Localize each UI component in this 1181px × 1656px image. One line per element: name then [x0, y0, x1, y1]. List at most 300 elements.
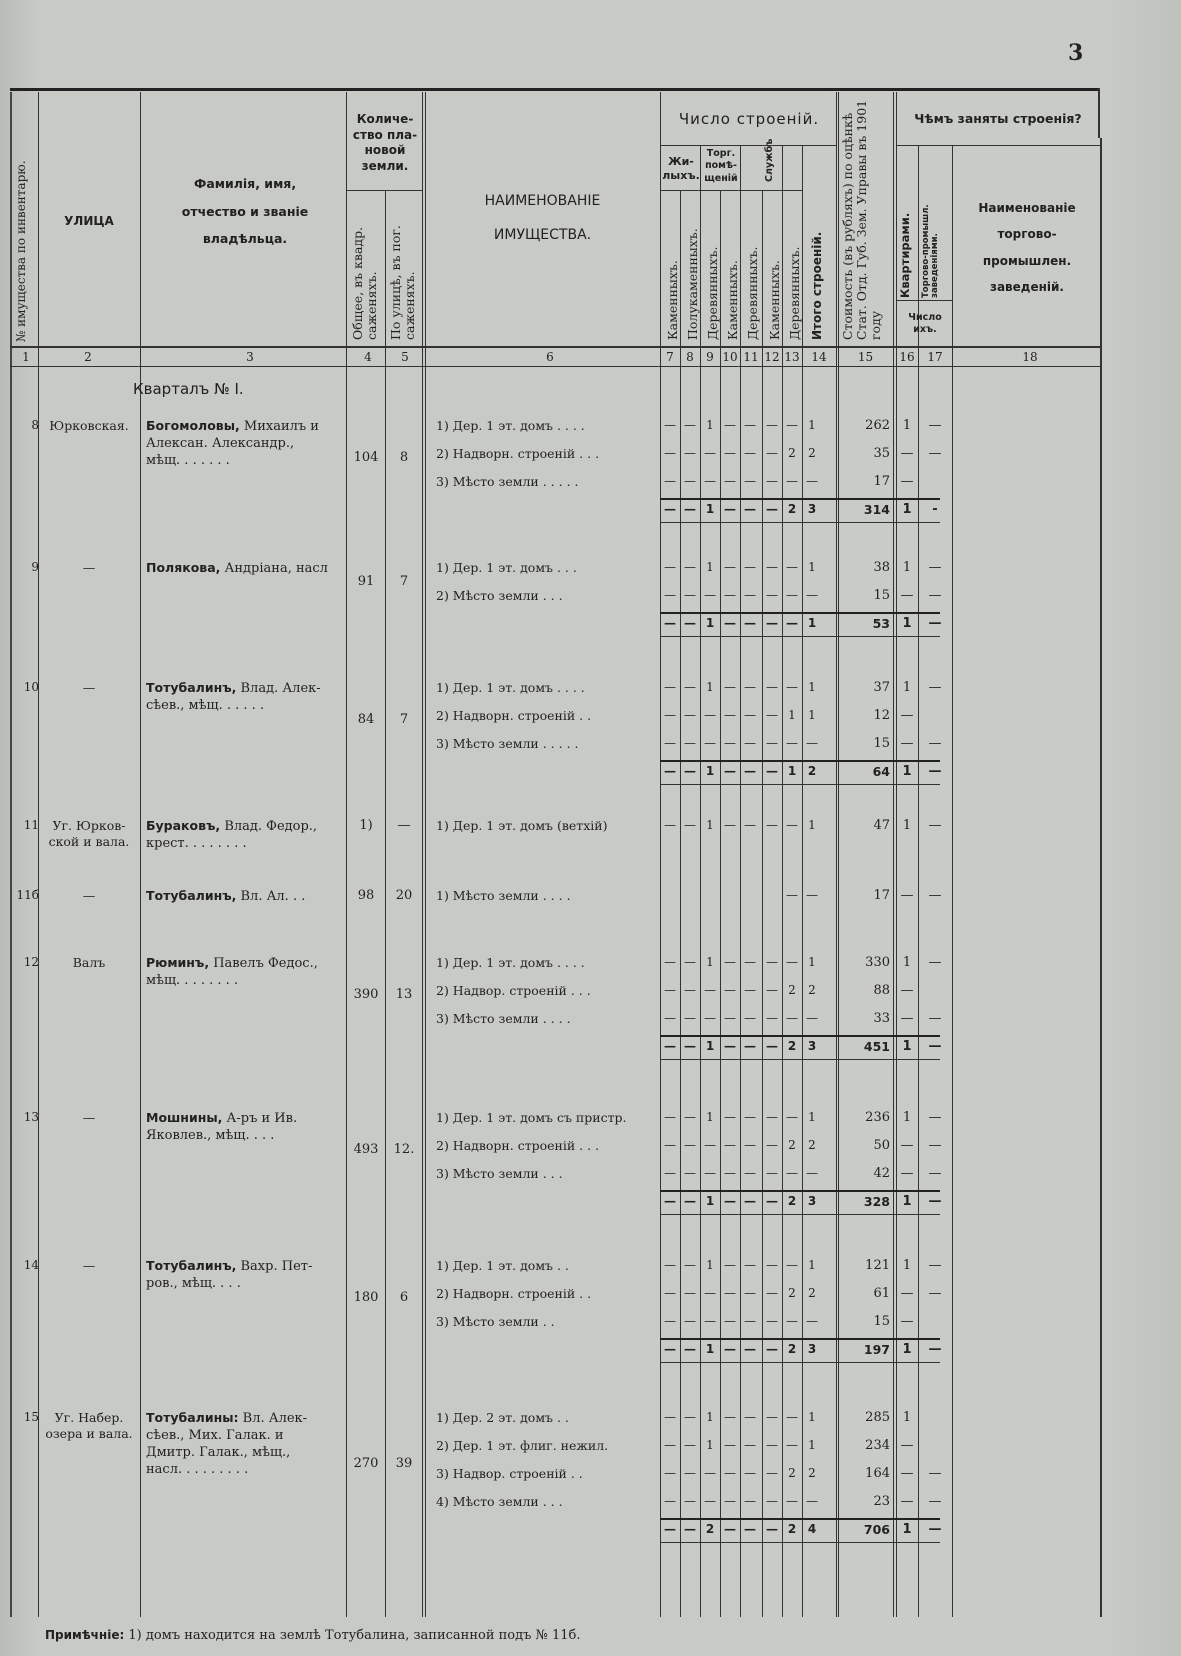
property-value: 15: [873, 1314, 890, 1329]
header-land: Количе-ство пла-новой земли.: [352, 112, 418, 173]
total-rule: [660, 1518, 940, 1520]
building-count: 1: [808, 818, 816, 832]
building-count: —: [724, 708, 736, 722]
building-count: —: [684, 560, 696, 574]
total-building-count: 1: [705, 1194, 715, 1208]
header-owner: Фамилія, имя, отчество и званіе владѣльца.: [181, 176, 309, 246]
apartments-count: —: [900, 1494, 914, 1509]
building-count: —: [724, 1466, 736, 1480]
total-building-count: —: [766, 1522, 778, 1536]
building-count: —: [744, 474, 756, 488]
column-number: 17: [927, 350, 943, 364]
property-value: 37: [873, 680, 890, 695]
property-item: 1) Дер. 1 эт. домъ . . . .: [436, 680, 585, 695]
building-count: —: [744, 955, 756, 969]
inventory-number: 10: [23, 680, 39, 694]
building-count: —: [744, 1410, 756, 1424]
header-residential: Жи-лыхъ.: [662, 155, 700, 183]
building-count: —: [664, 1466, 676, 1480]
building-count: —: [766, 474, 778, 488]
total-building-count: 2: [787, 1194, 797, 1208]
property-item: 2) Мѣсто земли . . .: [436, 588, 563, 603]
building-count: —: [724, 680, 736, 694]
trade-count: —: [928, 888, 942, 903]
building-count: —: [744, 1166, 756, 1180]
building-count: —: [684, 1410, 696, 1424]
total-building-count: —: [684, 1522, 696, 1536]
column-number: 7: [666, 350, 674, 364]
inventory-number: 11б: [16, 888, 39, 902]
property-item: 3) Мѣсто земли . . .: [436, 1166, 563, 1181]
building-count: —: [724, 1011, 736, 1025]
property-value: 42: [873, 1166, 890, 1181]
total-underline: [660, 784, 940, 785]
total-building-count: 1: [705, 764, 715, 778]
building-count: —: [704, 708, 716, 722]
building-count: —: [724, 1286, 736, 1300]
land-total: 84: [357, 712, 375, 727]
trade-count: —: [928, 418, 942, 433]
building-count: —: [766, 1286, 778, 1300]
trade-count: —: [928, 1166, 942, 1181]
building-count: —: [664, 1011, 676, 1025]
building-count: 2: [788, 1466, 796, 1480]
building-count: —: [704, 1011, 716, 1025]
total-rule: [660, 1338, 940, 1340]
inventory-number: 8: [31, 418, 39, 432]
property-value: 15: [873, 736, 890, 751]
total-rule: [660, 1035, 940, 1037]
trade-count: —: [928, 1258, 942, 1273]
apartments-count: 1: [902, 418, 912, 433]
building-count: —: [766, 1166, 778, 1180]
total-building-count: 1: [705, 616, 715, 630]
total-building-count: —: [744, 764, 756, 778]
building-count: —: [724, 446, 736, 460]
total-apartments: 1: [902, 1194, 912, 1209]
building-count: —: [806, 1314, 818, 1328]
building-count: —: [766, 1494, 778, 1508]
building-count: —: [684, 1438, 696, 1452]
owner-surname: Тотубалинъ,: [146, 680, 237, 695]
building-count: —: [766, 588, 778, 602]
building-count: —: [664, 1166, 676, 1180]
building-count: —: [766, 446, 778, 460]
building-count: —: [664, 680, 676, 694]
column-number: 3: [246, 350, 254, 364]
building-count: 1: [808, 1410, 816, 1424]
building-count: —: [664, 1314, 676, 1328]
building-count: —: [744, 1138, 756, 1152]
building-count: —: [684, 736, 696, 750]
building-count: 1: [706, 418, 714, 432]
property-item: 1) Дер. 1 эт. домъ . . . .: [436, 418, 585, 433]
owner-name-line: Яковлев., мѣщ. . . .: [146, 1127, 275, 1143]
building-count: —: [684, 1258, 696, 1272]
total-rule: [660, 612, 940, 614]
building-count: —: [724, 1110, 736, 1124]
building-count: 1: [706, 1110, 714, 1124]
building-count: —: [724, 818, 736, 832]
column-number: 12: [764, 350, 780, 364]
total-building-count: 4: [807, 1522, 817, 1536]
column-number: 6: [546, 350, 554, 364]
owner-surname: Тотубалины:: [146, 1410, 239, 1425]
trade-count: —: [928, 818, 942, 833]
building-count: —: [766, 1410, 778, 1424]
building-count: —: [724, 955, 736, 969]
column-number: 2: [84, 350, 92, 364]
land-front: 6: [399, 1290, 409, 1305]
building-count: —: [684, 983, 696, 997]
total-building-count: 1: [787, 764, 797, 778]
column-number: 15: [857, 350, 874, 364]
building-count: —: [806, 474, 818, 488]
total-building-count: —: [664, 764, 676, 778]
total-building-count: —: [766, 502, 778, 516]
building-count: —: [766, 708, 778, 722]
total-building-count: 2: [787, 1342, 797, 1356]
owner-name: [146, 560, 328, 578]
property-value: 121: [865, 1258, 890, 1273]
apartments-count: —: [900, 1438, 914, 1453]
building-count: —: [704, 1314, 716, 1328]
column-number: 16: [899, 350, 915, 364]
building-count: —: [724, 1138, 736, 1152]
total-building-count: —: [744, 502, 756, 516]
inventory-number: 9: [31, 560, 39, 574]
total-underline: [660, 1059, 940, 1060]
building-count: —: [744, 1011, 756, 1025]
total-building-count: —: [766, 1342, 778, 1356]
building-count: 1: [808, 708, 816, 722]
apartments-count: —: [900, 588, 914, 603]
owner-name-line: Вл. Алек-: [238, 1411, 308, 1426]
property-value: 17: [873, 474, 890, 489]
total-building-count: —: [744, 1194, 756, 1208]
inventory-number: 15: [23, 1410, 39, 1424]
owner-name: [146, 1258, 312, 1293]
building-count: —: [684, 1166, 696, 1180]
street-name: —: [82, 680, 96, 695]
building-count: —: [684, 1110, 696, 1124]
owner-name-line: Дмитр. Галак., мѣщ.,: [146, 1444, 291, 1460]
footnote-text: 1) домъ находится на землѣ Тотубалина, записанной подъ № 11б.: [128, 1628, 581, 1643]
quarter-title: Кварталъ № I.: [133, 380, 244, 398]
inventory-number: 14: [23, 1258, 39, 1272]
property-item: 2) Надворн. строеній . .: [436, 1286, 592, 1301]
building-count: —: [744, 1258, 756, 1272]
land-total: 270: [353, 1456, 379, 1471]
header-count: Число ихъ.: [908, 312, 942, 336]
building-count: —: [724, 560, 736, 574]
land-total: 91: [357, 574, 375, 589]
building-count: —: [664, 1494, 676, 1508]
building-count: 1: [706, 680, 714, 694]
trade-count: —: [928, 1494, 942, 1509]
building-count: —: [786, 818, 798, 832]
building-count: —: [724, 1438, 736, 1452]
property-item: 2) Надворн. строеній . . .: [436, 1138, 600, 1153]
property-value: 50: [873, 1138, 890, 1153]
building-count: —: [786, 588, 798, 602]
owner-name-line: Андріана, насл: [220, 561, 328, 576]
property-item: 2) Надворн. строеній . .: [436, 708, 592, 723]
building-count: —: [744, 1110, 756, 1124]
building-count: —: [724, 1410, 736, 1424]
building-count: —: [664, 736, 676, 750]
building-count: 2: [788, 1286, 796, 1300]
building-count: —: [786, 1438, 798, 1452]
building-count: —: [766, 736, 778, 750]
land-front: 8: [399, 450, 409, 465]
total-value: 314: [863, 502, 890, 517]
building-count: —: [684, 680, 696, 694]
property-value: 38: [873, 560, 890, 575]
building-count: —: [724, 1494, 736, 1508]
building-count: 1: [706, 1438, 714, 1452]
building-count: —: [806, 888, 818, 902]
property-item: 1) Мѣсто земли . . . .: [436, 888, 571, 903]
apartments-count: —: [900, 1166, 914, 1181]
property-item: 3) Мѣсто земли . . . . .: [436, 474, 579, 489]
total-building-count: —: [684, 1039, 696, 1053]
building-count: —: [684, 1138, 696, 1152]
apartments-count: 1: [902, 818, 912, 833]
street-name: Уг. Набер. озера и вала.: [45, 1410, 133, 1441]
building-count: 2: [808, 1466, 816, 1480]
total-building-count: —: [724, 502, 736, 516]
building-count: —: [664, 1138, 676, 1152]
building-count: —: [766, 680, 778, 694]
total-value: 706: [863, 1522, 890, 1537]
building-count: —: [786, 1011, 798, 1025]
trade-count: —: [928, 955, 942, 970]
header-street: УЛИЦА: [64, 214, 114, 228]
building-count: —: [724, 418, 736, 432]
trade-count: —: [928, 560, 942, 575]
owner-name-line: крест. . . . . . . .: [146, 835, 247, 851]
apartments-count: —: [900, 708, 914, 723]
total-building-count: 2: [807, 764, 817, 778]
trade-count: —: [928, 1110, 942, 1125]
column-number: 10: [722, 350, 738, 364]
building-count: —: [704, 736, 716, 750]
owner-name-line: мѣщ. . . . . . . .: [146, 972, 239, 988]
total-underline: [660, 522, 940, 523]
building-count: —: [664, 588, 676, 602]
building-count: —: [684, 818, 696, 832]
trade-count: —: [928, 1011, 942, 1026]
building-count: —: [806, 1166, 818, 1180]
building-count: —: [704, 588, 716, 602]
total-underline: [660, 1362, 940, 1363]
header-trade-rooms: Торг. помѣ-щеній: [704, 148, 738, 184]
apartments-count: —: [900, 1011, 914, 1026]
owner-name: [146, 1410, 307, 1479]
property-value: 236: [865, 1110, 890, 1125]
building-count: 1: [808, 680, 816, 694]
property-value: 12: [873, 708, 890, 723]
building-count: —: [684, 955, 696, 969]
building-count: —: [786, 736, 798, 750]
total-building-count: —: [664, 1522, 676, 1536]
total-building-count: —: [684, 764, 696, 778]
column-number: 9: [706, 350, 714, 364]
street-name: —: [82, 1110, 96, 1125]
apartments-count: 1: [902, 955, 912, 970]
land-total: 98: [357, 888, 375, 903]
total-building-count: 1: [807, 616, 817, 630]
building-count: 1: [808, 1438, 816, 1452]
property-item: 3) Мѣсто земли . . . . .: [436, 736, 579, 751]
total-underline: [660, 636, 940, 637]
header-inventory-no: № имущества по инвентарю.: [14, 160, 28, 342]
apartments-count: 1: [902, 560, 912, 575]
property-value: 35: [873, 446, 890, 461]
property-item: 3) Надвор. строеній . .: [436, 1466, 583, 1481]
owner-name-line: Вл. Ал. . .: [236, 889, 306, 904]
building-count: —: [704, 1466, 716, 1480]
property-item: 2) Надворн. строеній . . .: [436, 446, 600, 461]
building-count: —: [704, 474, 716, 488]
building-count: —: [664, 955, 676, 969]
trade-count: —: [928, 588, 942, 603]
owner-name: [146, 418, 319, 470]
building-count: —: [786, 1258, 798, 1272]
total-value: 64: [872, 764, 890, 779]
property-value: 47: [873, 818, 890, 833]
building-count: 2: [788, 1138, 796, 1152]
building-count: 2: [808, 446, 816, 460]
owner-name-line: сѣев., Мих. Галак. и: [146, 1427, 284, 1443]
building-count: —: [766, 1110, 778, 1124]
building-count: —: [684, 1286, 696, 1300]
owner-name-line: ров., мѣщ. . . .: [146, 1275, 241, 1291]
header-stone: Каменныхъ.: [665, 260, 680, 340]
total-underline: [660, 1542, 940, 1543]
building-count: —: [704, 983, 716, 997]
building-count: —: [724, 588, 736, 602]
building-count: —: [786, 888, 798, 902]
building-count: —: [786, 1110, 798, 1124]
total-building-count: —: [744, 1342, 756, 1356]
building-count: —: [684, 708, 696, 722]
trade-count: —: [928, 736, 942, 751]
land-total: 104: [353, 450, 379, 465]
column-number: 1: [22, 350, 30, 364]
total-building-count: 3: [807, 1342, 817, 1356]
street-name: Валъ: [72, 955, 106, 970]
building-count: 1: [788, 708, 796, 722]
page-number: 3: [1068, 40, 1084, 66]
owner-surname: Тотубалинъ,: [146, 1258, 237, 1273]
total-building-count: —: [766, 764, 778, 778]
total-building-count: —: [766, 1039, 778, 1053]
total-apartments: 1: [902, 502, 912, 517]
building-count: —: [724, 1258, 736, 1272]
owner-name-line: А-ръ и Ив.: [222, 1111, 298, 1126]
building-count: —: [806, 1494, 818, 1508]
total-trade: —: [928, 1194, 942, 1209]
header-halfstone: Полукаменныхъ.: [685, 228, 700, 340]
total-building-count: —: [766, 1194, 778, 1208]
building-count: —: [766, 1138, 778, 1152]
column-number: 13: [784, 350, 800, 364]
building-count: —: [684, 1466, 696, 1480]
building-count: —: [744, 588, 756, 602]
street-name: —: [82, 560, 96, 575]
owner-name-line: Влад. Федор.,: [220, 819, 318, 834]
column-number: 8: [686, 350, 694, 364]
total-value: 53: [872, 616, 890, 631]
building-count: —: [684, 1314, 696, 1328]
building-count: —: [786, 1166, 798, 1180]
building-count: —: [744, 736, 756, 750]
owner-surname: Рюминъ,: [146, 955, 210, 970]
land-front: 12.: [393, 1142, 415, 1157]
column-number: 14: [811, 350, 827, 364]
total-rule: [660, 1190, 940, 1192]
property-item: 2) Дер. 1 эт. флиг. нежил.: [436, 1438, 609, 1453]
total-rule: [660, 760, 940, 762]
building-count: —: [744, 680, 756, 694]
property-item: 1) Дер. 1 эт. домъ . . .: [436, 560, 577, 575]
total-value: 451: [863, 1039, 890, 1054]
total-building-count: —: [684, 616, 696, 630]
total-building-count: —: [664, 1342, 676, 1356]
owner-surname: Богомоловы,: [146, 418, 240, 433]
property-value: 33: [873, 1011, 890, 1026]
column-number: 18: [1022, 350, 1038, 364]
trade-count: —: [928, 1466, 942, 1481]
apartments-count: —: [900, 1286, 914, 1301]
total-building-count: —: [664, 1039, 676, 1053]
total-building-count: 1: [705, 1342, 715, 1356]
header-wood-serv: Деревянныхъ.: [787, 246, 802, 340]
total-trade: -: [932, 502, 938, 517]
total-building-count: —: [744, 1522, 756, 1536]
building-count: —: [766, 560, 778, 574]
apartments-count: —: [900, 1138, 914, 1153]
header-occupied: Чѣмъ заняты строенія?: [914, 111, 1082, 126]
owner-name-line: Алексан. Александр.,: [146, 435, 295, 451]
land-front: 20: [395, 888, 413, 903]
owner-name-line: мѣщ. . . . . . .: [146, 452, 230, 468]
building-count: —: [766, 1438, 778, 1452]
building-count: —: [684, 474, 696, 488]
owner-surname: Полякова,: [146, 560, 221, 575]
building-count: —: [684, 1011, 696, 1025]
trade-count: —: [928, 1286, 942, 1301]
building-count: —: [744, 1286, 756, 1300]
building-count: —: [684, 1494, 696, 1508]
total-trade: —: [928, 1342, 942, 1357]
building-count: 2: [808, 1138, 816, 1152]
total-value: 328: [863, 1194, 890, 1209]
header-property: НАИМЕНОВАНІЕ ИМУЩЕСТВА.: [484, 193, 601, 243]
apartments-count: —: [900, 1314, 914, 1329]
building-count: —: [744, 418, 756, 432]
building-count: —: [744, 708, 756, 722]
building-count: 1: [706, 560, 714, 574]
property-item: 1) Дер. 1 эт. домъ съ пристр.: [436, 1110, 627, 1125]
owner-name-line: Павелъ Федос.,: [209, 956, 318, 971]
total-building-count: 1: [705, 502, 715, 516]
apartments-count: —: [900, 474, 914, 489]
building-count: —: [766, 818, 778, 832]
building-count: —: [704, 1166, 716, 1180]
